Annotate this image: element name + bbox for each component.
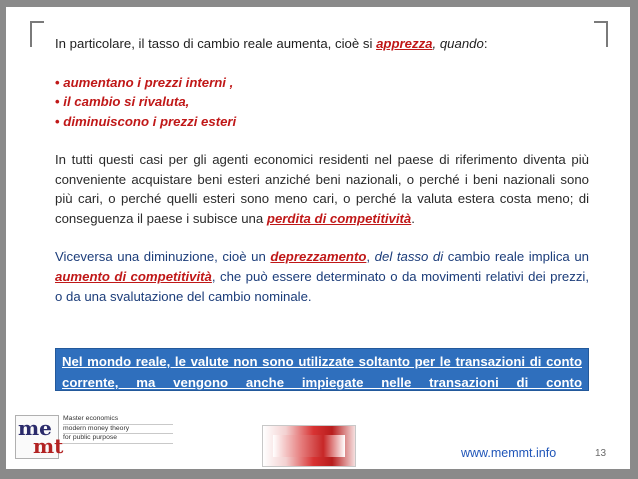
callout-text: Nel mondo reale, le valute non sono utilizzate soltanto per le transazioni di conto corrente, ma vengono anche impiegate nelle transazioni di conto [62, 354, 582, 390]
callout-box [55, 348, 589, 391]
paragraph1-emphasis: perdita di competitività [266, 210, 412, 226]
slide-content [55, 34, 589, 306]
logo-text [63, 415, 173, 444]
paragraph2-text-3: cambio reale implica un [443, 249, 590, 265]
intro-line [55, 34, 589, 54]
memmt-logo [15, 415, 179, 459]
bullet-item: • diminuiscono i prezzi esteri [55, 112, 589, 132]
paragraph2-text-2: , [366, 249, 375, 265]
paragraph2-emphasis-1: deprezzamento [270, 249, 367, 265]
logo-line: Master economics [63, 415, 173, 425]
intro-keyword: apprezza [376, 36, 433, 51]
paragraph2-italic: del tasso di [374, 249, 444, 265]
logo-line: modern money theory [63, 425, 173, 435]
red-gradient-logo-inner [273, 435, 345, 457]
paragraph2-text-1: Viceversa una diminuzione, cioè un [55, 249, 271, 265]
paragraph1-text: In tutti questi casi per gli agenti economici residenti nel paese di riferimento diventa più conveniente acquistare beni esteri anziché beni nazionali, o perché i beni nazionali sono più cari, o perché quelli esteri sono meno cari, o perché la valuta estera costa meno; di conseguenza il paese i subisce una [55, 152, 589, 226]
paragraph2-text-4: , che può essere determinato o da movimenti relativi dei prezzi, o da una svalutazione del cambio nominale. [55, 269, 590, 304]
logo-mark-icon [15, 415, 64, 459]
page-number: 13 [595, 448, 607, 459]
website-link[interactable]: www.memmt.info [461, 446, 557, 460]
corner-top-left [30, 21, 44, 47]
intro-colon: : [483, 36, 488, 51]
logo-letters-top: me [18, 416, 52, 440]
corner-top-right [594, 21, 608, 47]
paragraph-competitiveness-loss [55, 150, 589, 228]
paragraph1-end: . [411, 210, 415, 226]
paragraph-depreciation [55, 247, 589, 306]
logo-line: for public purpose [63, 434, 173, 444]
intro-text: In particolare, il tasso di cambio reale aumenta, cioè si [55, 36, 377, 51]
logo-letters-bottom: mt [33, 434, 64, 458]
intro-quando: , quando [432, 36, 484, 51]
bullet-item: • il cambio si rivaluta, [55, 92, 589, 112]
slide [6, 7, 630, 469]
bullet-list [55, 73, 589, 132]
paragraph2-emphasis-2: aumento di competitività [55, 269, 212, 285]
red-gradient-logo [262, 425, 356, 467]
bullet-item: • aumentano i prezzi interni , [55, 73, 589, 93]
